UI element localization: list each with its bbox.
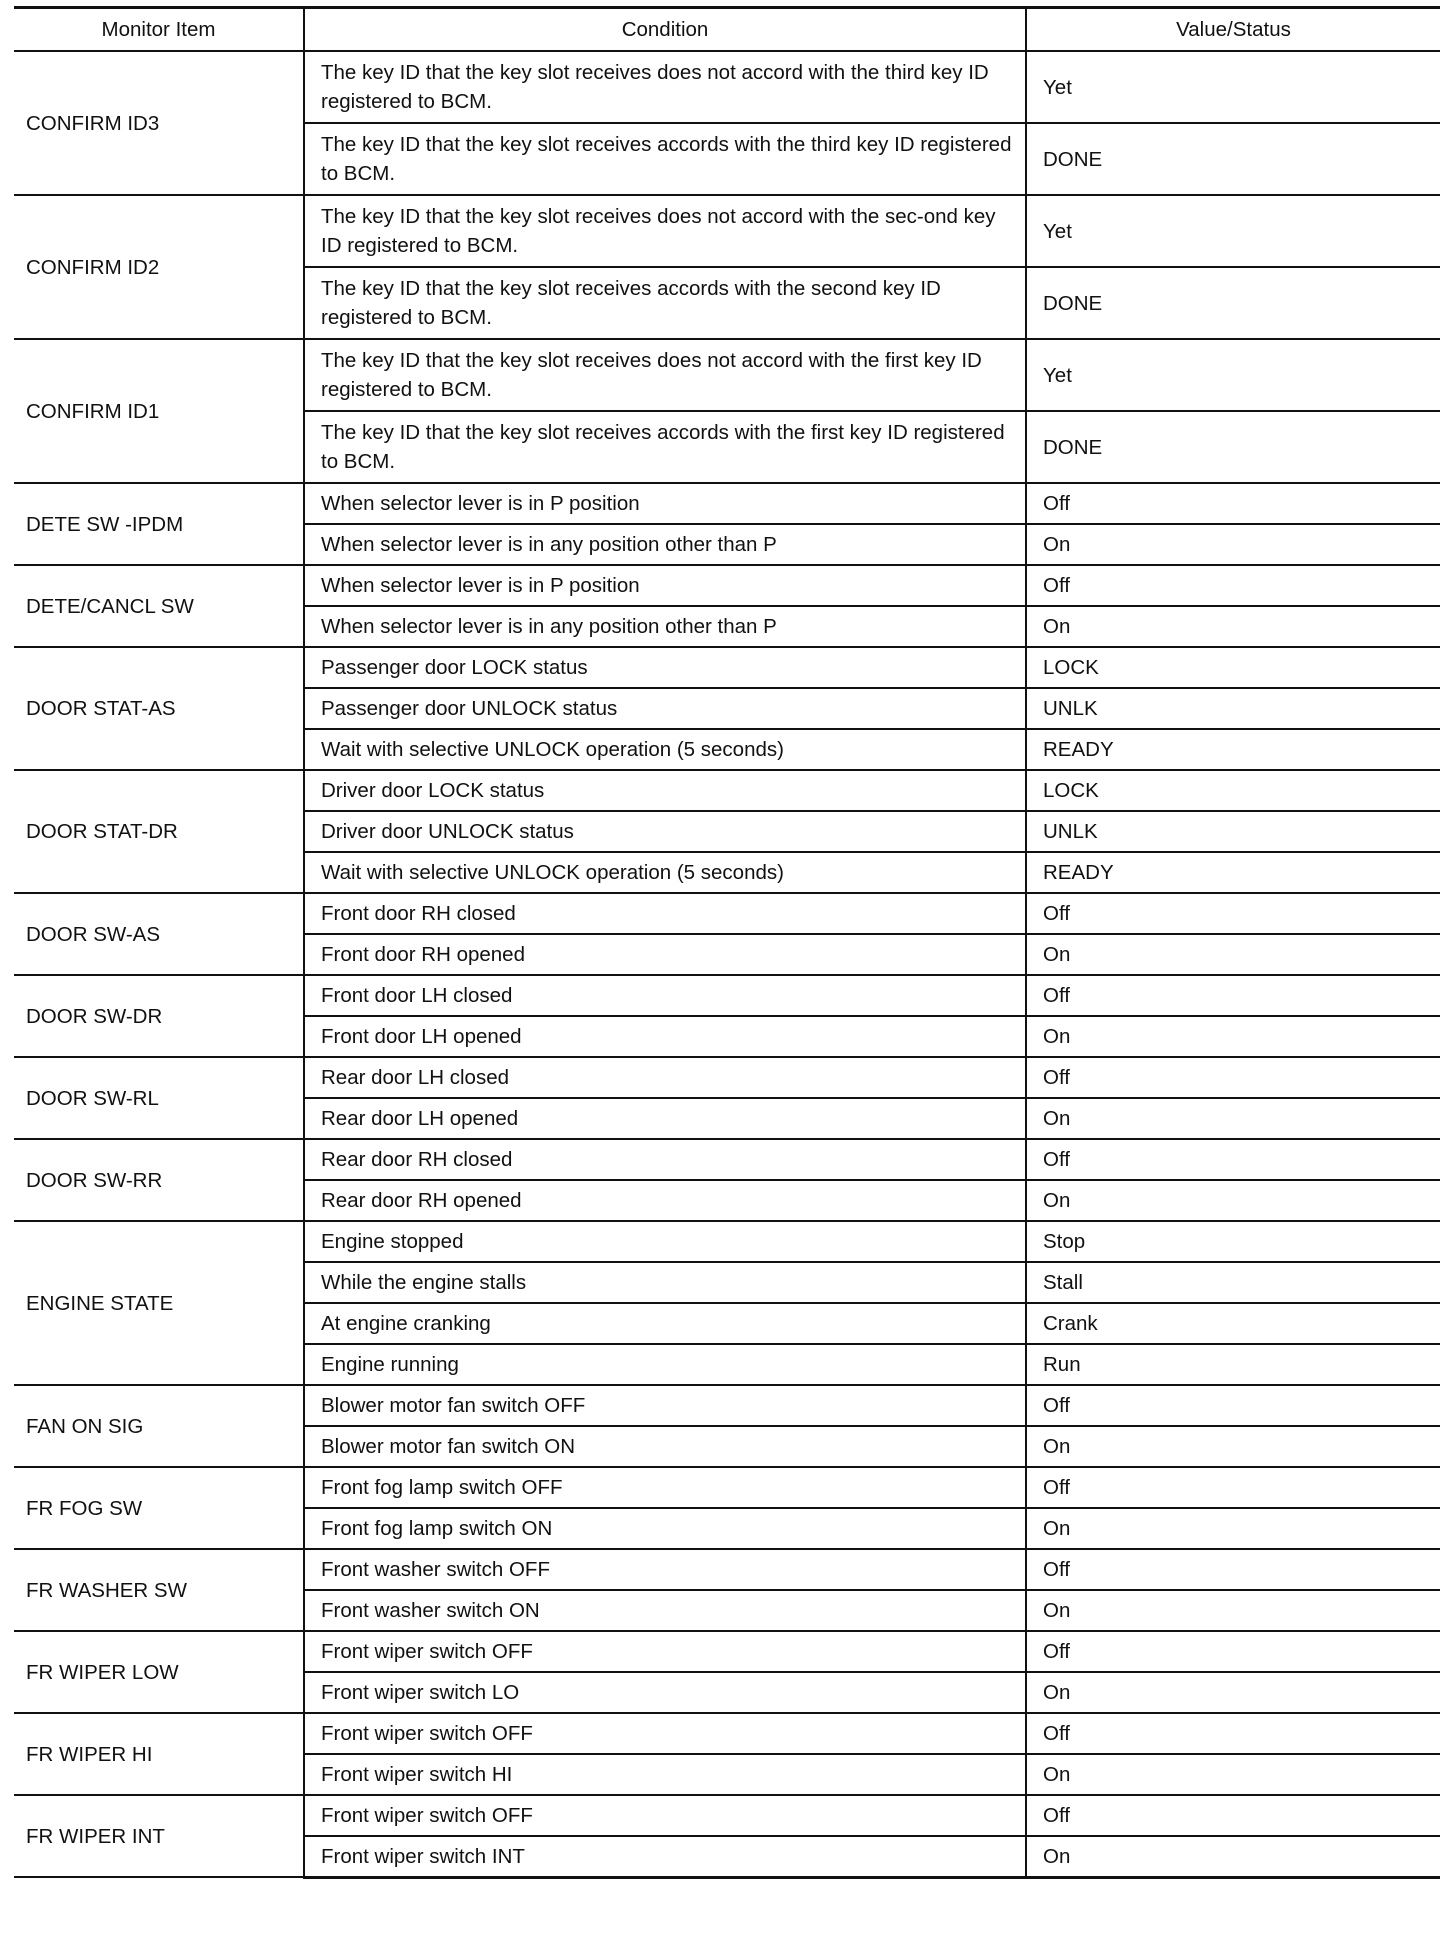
monitor-item-cell: DOOR SW-AS	[14, 893, 304, 975]
table-row	[14, 565, 1440, 606]
value-status-cell: Stall	[1026, 1262, 1440, 1303]
value-status-cell: UNLK	[1026, 811, 1440, 852]
table-row	[14, 1549, 1440, 1590]
condition-cell: The key ID that the key slot receives does not accord with the third key ID registered to BCM.	[304, 51, 1026, 123]
condition-cell: Rear door LH opened	[304, 1098, 1026, 1139]
condition-cell: Engine running	[304, 1344, 1026, 1385]
table-row	[14, 1139, 1440, 1180]
condition-cell: Blower motor fan switch OFF	[304, 1385, 1026, 1426]
condition-cell: Front fog lamp switch ON	[304, 1508, 1026, 1549]
table-row	[14, 483, 1440, 524]
monitor-item-cell: DOOR SW-RR	[14, 1139, 304, 1221]
value-status-cell: Off	[1026, 1139, 1440, 1180]
table-row	[14, 975, 1440, 1016]
monitor-item-cell: FR FOG SW	[14, 1467, 304, 1549]
condition-cell: Front wiper switch OFF	[304, 1795, 1026, 1836]
value-status-cell: On	[1026, 934, 1440, 975]
table-row	[14, 51, 1440, 123]
value-status-cell: Stop	[1026, 1221, 1440, 1262]
value-status-cell: Off	[1026, 1057, 1440, 1098]
value-status-cell: Off	[1026, 1713, 1440, 1754]
value-status-cell: LOCK	[1026, 770, 1440, 811]
table-row	[14, 1713, 1440, 1754]
table-header	[14, 8, 1440, 52]
condition-cell: Rear door LH closed	[304, 1057, 1026, 1098]
condition-cell: Wait with selective UNLOCK operation (5 seconds)	[304, 852, 1026, 893]
condition-cell: Front washer switch ON	[304, 1590, 1026, 1631]
condition-cell: Passenger door UNLOCK status	[304, 688, 1026, 729]
monitor-item-cell: FAN ON SIG	[14, 1385, 304, 1467]
condition-cell: When selector lever is in any position other than P	[304, 524, 1026, 565]
value-status-cell: On	[1026, 524, 1440, 565]
condition-cell: Front wiper switch HI	[304, 1754, 1026, 1795]
monitor-item-cell: DOOR SW-RL	[14, 1057, 304, 1139]
table-row	[14, 1221, 1440, 1262]
header-condition: Condition	[304, 8, 1026, 52]
condition-cell: The key ID that the key slot receives accords with the first key ID registered to BCM.	[304, 411, 1026, 483]
condition-cell: Front door LH opened	[304, 1016, 1026, 1057]
monitor-item-cell: DOOR STAT-DR	[14, 770, 304, 893]
monitor-item-cell: CONFIRM ID1	[14, 339, 304, 483]
value-status-cell: Off	[1026, 893, 1440, 934]
condition-cell: When selector lever is in P position	[304, 565, 1026, 606]
value-status-cell: DONE	[1026, 267, 1440, 339]
value-status-cell: UNLK	[1026, 688, 1440, 729]
value-status-cell: Yet	[1026, 195, 1440, 267]
table-row	[14, 1385, 1440, 1426]
table-body	[14, 51, 1440, 1877]
condition-cell: While the engine stalls	[304, 1262, 1026, 1303]
value-status-cell: Off	[1026, 565, 1440, 606]
header-monitor-item: Monitor Item	[14, 8, 304, 52]
value-status-cell: READY	[1026, 852, 1440, 893]
value-status-cell: Off	[1026, 1467, 1440, 1508]
condition-cell: The key ID that the key slot receives accords with the third key ID registered to BCM.	[304, 123, 1026, 195]
value-status-cell: LOCK	[1026, 647, 1440, 688]
condition-cell: Front fog lamp switch OFF	[304, 1467, 1026, 1508]
table-row	[14, 339, 1440, 411]
condition-cell: The key ID that the key slot receives accords with the second key ID registered to BCM.	[304, 267, 1026, 339]
table-row	[14, 195, 1440, 267]
monitor-item-cell: FR WASHER SW	[14, 1549, 304, 1631]
header-value-status: Value/Status	[1026, 8, 1440, 52]
condition-cell: Front wiper switch LO	[304, 1672, 1026, 1713]
value-status-cell: On	[1026, 1754, 1440, 1795]
value-status-cell: Run	[1026, 1344, 1440, 1385]
condition-cell: Front wiper switch OFF	[304, 1713, 1026, 1754]
table-row	[14, 1631, 1440, 1672]
table-row	[14, 1467, 1440, 1508]
monitor-item-cell: FR WIPER LOW	[14, 1631, 304, 1713]
value-status-cell: Off	[1026, 483, 1440, 524]
condition-cell: Front wiper switch INT	[304, 1836, 1026, 1877]
condition-cell: Passenger door LOCK status	[304, 647, 1026, 688]
value-status-cell: DONE	[1026, 411, 1440, 483]
monitor-item-cell: DETE SW -IPDM	[14, 483, 304, 565]
value-status-cell: On	[1026, 1426, 1440, 1467]
monitor-item-cell: FR WIPER INT	[14, 1795, 304, 1877]
condition-cell: Wait with selective UNLOCK operation (5 seconds)	[304, 729, 1026, 770]
condition-cell: At engine cranking	[304, 1303, 1026, 1344]
value-status-cell: On	[1026, 1590, 1440, 1631]
condition-cell: When selector lever is in P position	[304, 483, 1026, 524]
monitor-item-cell: FR WIPER HI	[14, 1713, 304, 1795]
monitor-item-cell: DOOR SW-DR	[14, 975, 304, 1057]
value-status-cell: On	[1026, 1180, 1440, 1221]
condition-cell: Front washer switch OFF	[304, 1549, 1026, 1590]
value-status-cell: Off	[1026, 1795, 1440, 1836]
value-status-cell: On	[1026, 1016, 1440, 1057]
table-row	[14, 647, 1440, 688]
condition-cell: The key ID that the key slot receives does not accord with the first key ID registered to BCM.	[304, 339, 1026, 411]
value-status-cell: Off	[1026, 1631, 1440, 1672]
value-status-cell: On	[1026, 1098, 1440, 1139]
condition-cell: Rear door RH opened	[304, 1180, 1026, 1221]
value-status-cell: DONE	[1026, 123, 1440, 195]
monitor-item-table	[14, 6, 1440, 1879]
table-row	[14, 1057, 1440, 1098]
condition-cell: Rear door RH closed	[304, 1139, 1026, 1180]
value-status-cell: Off	[1026, 1549, 1440, 1590]
value-status-cell: On	[1026, 1836, 1440, 1877]
condition-cell: When selector lever is in any position other than P	[304, 606, 1026, 647]
value-status-cell: Crank	[1026, 1303, 1440, 1344]
condition-cell: Engine stopped	[304, 1221, 1026, 1262]
monitor-item-document	[14, 6, 1440, 1879]
table-row	[14, 893, 1440, 934]
monitor-item-cell: CONFIRM ID3	[14, 51, 304, 195]
condition-cell: Front door RH closed	[304, 893, 1026, 934]
condition-cell: Driver door LOCK status	[304, 770, 1026, 811]
value-status-cell: Off	[1026, 1385, 1440, 1426]
condition-cell: The key ID that the key slot receives does not accord with the sec-ond key ID registered to BCM.	[304, 195, 1026, 267]
value-status-cell: READY	[1026, 729, 1440, 770]
value-status-cell: On	[1026, 1508, 1440, 1549]
monitor-item-cell: DETE/CANCL SW	[14, 565, 304, 647]
value-status-cell: On	[1026, 606, 1440, 647]
condition-cell: Front door LH closed	[304, 975, 1026, 1016]
value-status-cell: Yet	[1026, 51, 1440, 123]
value-status-cell: Yet	[1026, 339, 1440, 411]
condition-cell: Driver door UNLOCK status	[304, 811, 1026, 852]
condition-cell: Front door RH opened	[304, 934, 1026, 975]
value-status-cell: Off	[1026, 975, 1440, 1016]
monitor-item-cell: DOOR STAT-AS	[14, 647, 304, 770]
monitor-item-cell: ENGINE STATE	[14, 1221, 304, 1385]
monitor-item-cell: CONFIRM ID2	[14, 195, 304, 339]
value-status-cell: On	[1026, 1672, 1440, 1713]
condition-cell: Front wiper switch OFF	[304, 1631, 1026, 1672]
header-row	[14, 8, 1440, 52]
condition-cell: Blower motor fan switch ON	[304, 1426, 1026, 1467]
table-row	[14, 770, 1440, 811]
table-row	[14, 1795, 1440, 1836]
